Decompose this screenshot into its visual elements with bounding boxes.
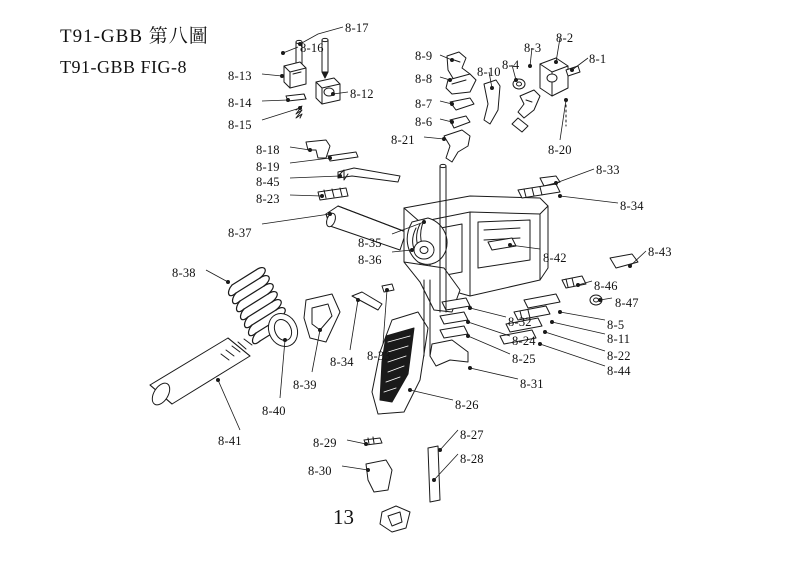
leader-dot-8-1 bbox=[570, 68, 573, 71]
leader-dot-8-23 bbox=[320, 194, 323, 197]
leader-dot-8-35 bbox=[422, 220, 425, 223]
leader-8-24 bbox=[468, 322, 510, 336]
callout-8-16: 8-16 bbox=[300, 41, 324, 55]
leader-dot-8-43 bbox=[628, 264, 631, 267]
leader-8-45 bbox=[290, 176, 340, 178]
leader-8-23 bbox=[290, 195, 322, 196]
leader-dot-8-20 bbox=[564, 98, 567, 101]
callout-8-46: 8-46 bbox=[594, 279, 618, 293]
part-8-43 bbox=[610, 254, 638, 268]
callout-8-10: 8-10 bbox=[477, 65, 501, 79]
leader-dot-8-22 bbox=[543, 330, 546, 333]
callout-8-22: 8-22 bbox=[607, 349, 631, 363]
callout-8-44: 8-44 bbox=[607, 364, 631, 378]
leader-dot-8-14 bbox=[286, 98, 289, 101]
callout-8-8: 8-8 bbox=[415, 72, 433, 86]
leader-8-1 bbox=[572, 58, 588, 70]
callout-8-21: 8-21 bbox=[391, 133, 415, 147]
part-8-5 bbox=[524, 294, 560, 308]
leader-dot-8-44 bbox=[538, 342, 541, 345]
leader-dot-8-27 bbox=[438, 448, 441, 451]
callout-8-13: 8-13 bbox=[228, 69, 252, 83]
leader-dot-8-25 bbox=[466, 334, 469, 337]
leader-8-29 bbox=[347, 440, 366, 444]
callout-8-38: 8-38 bbox=[172, 266, 196, 280]
leader-dot-8-39 bbox=[318, 328, 321, 331]
leader-8-5 bbox=[560, 312, 605, 320]
part-8-25 bbox=[440, 326, 468, 338]
callout-8-3: 8-3 bbox=[524, 41, 542, 55]
callout-8-26: 8-26 bbox=[455, 398, 479, 412]
part-8-19 bbox=[328, 152, 358, 161]
callout-8-31: 8-31 bbox=[520, 377, 544, 391]
leader-dot-8-15 bbox=[298, 106, 301, 109]
part-8-2 bbox=[540, 58, 568, 96]
callout-8-35: 8-35 bbox=[358, 236, 382, 250]
leader-dot-8-5 bbox=[558, 310, 561, 313]
leader-8-20 bbox=[560, 100, 566, 140]
callout-8-18: 8-18 bbox=[256, 143, 280, 157]
title-cjk: T91-GBB 第八圖 bbox=[60, 26, 209, 47]
leader-8-37 bbox=[262, 214, 330, 224]
leader-dot-8-30 bbox=[366, 468, 369, 471]
leader-8-44 bbox=[540, 344, 605, 366]
callout-8-33: 8-33 bbox=[596, 163, 620, 177]
leader-dot-8-7 bbox=[450, 102, 453, 105]
leader-dot-8-29 bbox=[364, 442, 367, 445]
callout-8-4: 8-4 bbox=[502, 58, 520, 72]
leader-dot-8-10 bbox=[490, 86, 493, 89]
leader-dot-8-38 bbox=[226, 280, 229, 283]
leader-8-15 bbox=[262, 108, 300, 120]
leader-8-34 bbox=[560, 196, 618, 203]
leader-dot-8-8 bbox=[448, 78, 451, 81]
callout-8-5: 8-5 bbox=[607, 318, 625, 332]
part-8-30 bbox=[366, 460, 392, 492]
leader-8-22 bbox=[545, 332, 605, 351]
part-8-40 bbox=[263, 309, 303, 352]
part-8-31 bbox=[430, 340, 468, 366]
callout-8-25: 8-25 bbox=[512, 352, 536, 366]
callout-8-34b: 8-34 bbox=[330, 355, 354, 369]
callout-8-30: 8-30 bbox=[308, 464, 332, 478]
part-8-45 bbox=[338, 168, 400, 182]
callout-8-2: 8-2 bbox=[556, 31, 574, 45]
leader-dot-8-19 bbox=[328, 156, 331, 159]
leader-dot-8-16 bbox=[281, 51, 284, 54]
leader-dot-8-41 bbox=[216, 378, 219, 381]
part-8-3 bbox=[518, 90, 540, 118]
callout-8-20: 8-20 bbox=[548, 143, 572, 157]
callout-8-40: 8-40 bbox=[262, 404, 286, 418]
part-8-20 bbox=[512, 100, 566, 132]
callout-8-17: 8-17 bbox=[345, 21, 369, 35]
callout-8-32: 8-32 bbox=[508, 315, 532, 329]
callout-8-34: 8-34 bbox=[620, 199, 644, 213]
callout-8-15: 8-15 bbox=[228, 118, 252, 132]
leader-8-40 bbox=[280, 340, 285, 398]
part-8-34-upper bbox=[518, 184, 560, 198]
leader-8-30 bbox=[342, 466, 368, 470]
leader-dot-8-33b bbox=[385, 288, 388, 291]
leader-dot-8-11 bbox=[550, 320, 553, 323]
leader-dot-8-47 bbox=[598, 298, 601, 301]
leader-dot-8-21 bbox=[442, 137, 445, 140]
leader-dot-8-33 bbox=[554, 181, 557, 184]
leader-dot-8-32 bbox=[468, 306, 471, 309]
leader-dot-8-24 bbox=[466, 320, 469, 323]
leader-8-19 bbox=[290, 158, 330, 163]
leader-8-14 bbox=[262, 100, 288, 101]
leader-8-31 bbox=[470, 368, 518, 379]
leader-8-27 bbox=[440, 430, 458, 450]
part-8-23 bbox=[318, 188, 348, 200]
callout-8-27: 8-27 bbox=[460, 428, 484, 442]
callout-8-41: 8-41 bbox=[218, 434, 242, 448]
callout-8-29: 8-29 bbox=[313, 436, 337, 450]
leader-8-33 bbox=[556, 169, 594, 183]
leader-8-11 bbox=[552, 322, 605, 334]
leader-8-38 bbox=[206, 270, 228, 282]
callout-8-47: 8-47 bbox=[615, 296, 639, 310]
callout-8-24: 8-24 bbox=[512, 334, 536, 348]
leader-dot-8-40 bbox=[283, 338, 286, 341]
callout-8-45: 8-45 bbox=[256, 175, 280, 189]
leader-dot-8-18 bbox=[308, 148, 311, 151]
callout-8-14: 8-14 bbox=[228, 96, 252, 110]
title-latin: T91-GBB FIG-8 bbox=[60, 57, 187, 77]
leader-8-21 bbox=[424, 137, 444, 139]
leader-dot-8-46 bbox=[576, 283, 579, 286]
leader-dot-8-13 bbox=[280, 74, 283, 77]
callout-8-12: 8-12 bbox=[350, 87, 374, 101]
leader-dot-8-42 bbox=[508, 243, 511, 246]
callout-8-1: 8-1 bbox=[589, 52, 607, 66]
leader-8-13 bbox=[262, 74, 282, 76]
callout-8-23: 8-23 bbox=[256, 192, 280, 206]
part-8-39 bbox=[304, 294, 340, 342]
leader-dot-8-26 bbox=[408, 388, 411, 391]
leader-dot-8-28 bbox=[432, 478, 435, 481]
part-8-36 bbox=[414, 241, 434, 259]
part-8-28 bbox=[380, 506, 410, 532]
part-8-46 bbox=[562, 276, 586, 288]
leader-dot-8-45 bbox=[338, 174, 341, 177]
part-8-27 bbox=[428, 446, 440, 502]
leader-dot-8-34b bbox=[356, 298, 359, 301]
callout-8-37: 8-37 bbox=[228, 226, 252, 240]
leader-dot-8-12 bbox=[331, 92, 334, 95]
part-8-24 bbox=[440, 312, 468, 324]
leader-dot-8-4 bbox=[514, 78, 517, 81]
part-8-21 bbox=[444, 130, 470, 162]
callout-8-39: 8-39 bbox=[293, 378, 317, 392]
leader-dot-8-36 bbox=[410, 248, 413, 251]
callout-8-36: 8-36 bbox=[358, 253, 382, 267]
leader-8-41 bbox=[218, 380, 240, 430]
part-8-12 bbox=[316, 78, 340, 104]
leader-dot-8-9 bbox=[450, 58, 453, 61]
page-number: 13 bbox=[333, 505, 354, 529]
leader-dot-8-2 bbox=[554, 60, 557, 63]
leader-dot-8-31 bbox=[468, 366, 471, 369]
callout-8-6: 8-6 bbox=[415, 115, 433, 129]
callout-8-11: 8-11 bbox=[607, 332, 631, 346]
leader-8-26 bbox=[410, 390, 453, 400]
leader-dot-8-6 bbox=[450, 120, 453, 123]
leader-8-34b bbox=[350, 300, 358, 350]
part-8-41 bbox=[149, 338, 252, 408]
callout-8-7: 8-7 bbox=[415, 97, 433, 111]
callout-8-28: 8-28 bbox=[460, 452, 484, 466]
leader-dot-8-3 bbox=[528, 64, 531, 67]
callout-8-19: 8-19 bbox=[256, 160, 280, 174]
callout-8-9: 8-9 bbox=[415, 49, 433, 63]
part-8-13 bbox=[284, 62, 306, 88]
callout-8-33b: 8-33 bbox=[367, 349, 391, 363]
leader-dot-8-37 bbox=[328, 212, 331, 215]
leader-8-32 bbox=[470, 308, 506, 317]
part-8-8 bbox=[446, 74, 476, 94]
leader-dot-8-34 bbox=[558, 194, 561, 197]
callout-8-42: 8-42 bbox=[543, 251, 567, 265]
callout-8-43: 8-43 bbox=[648, 245, 672, 259]
